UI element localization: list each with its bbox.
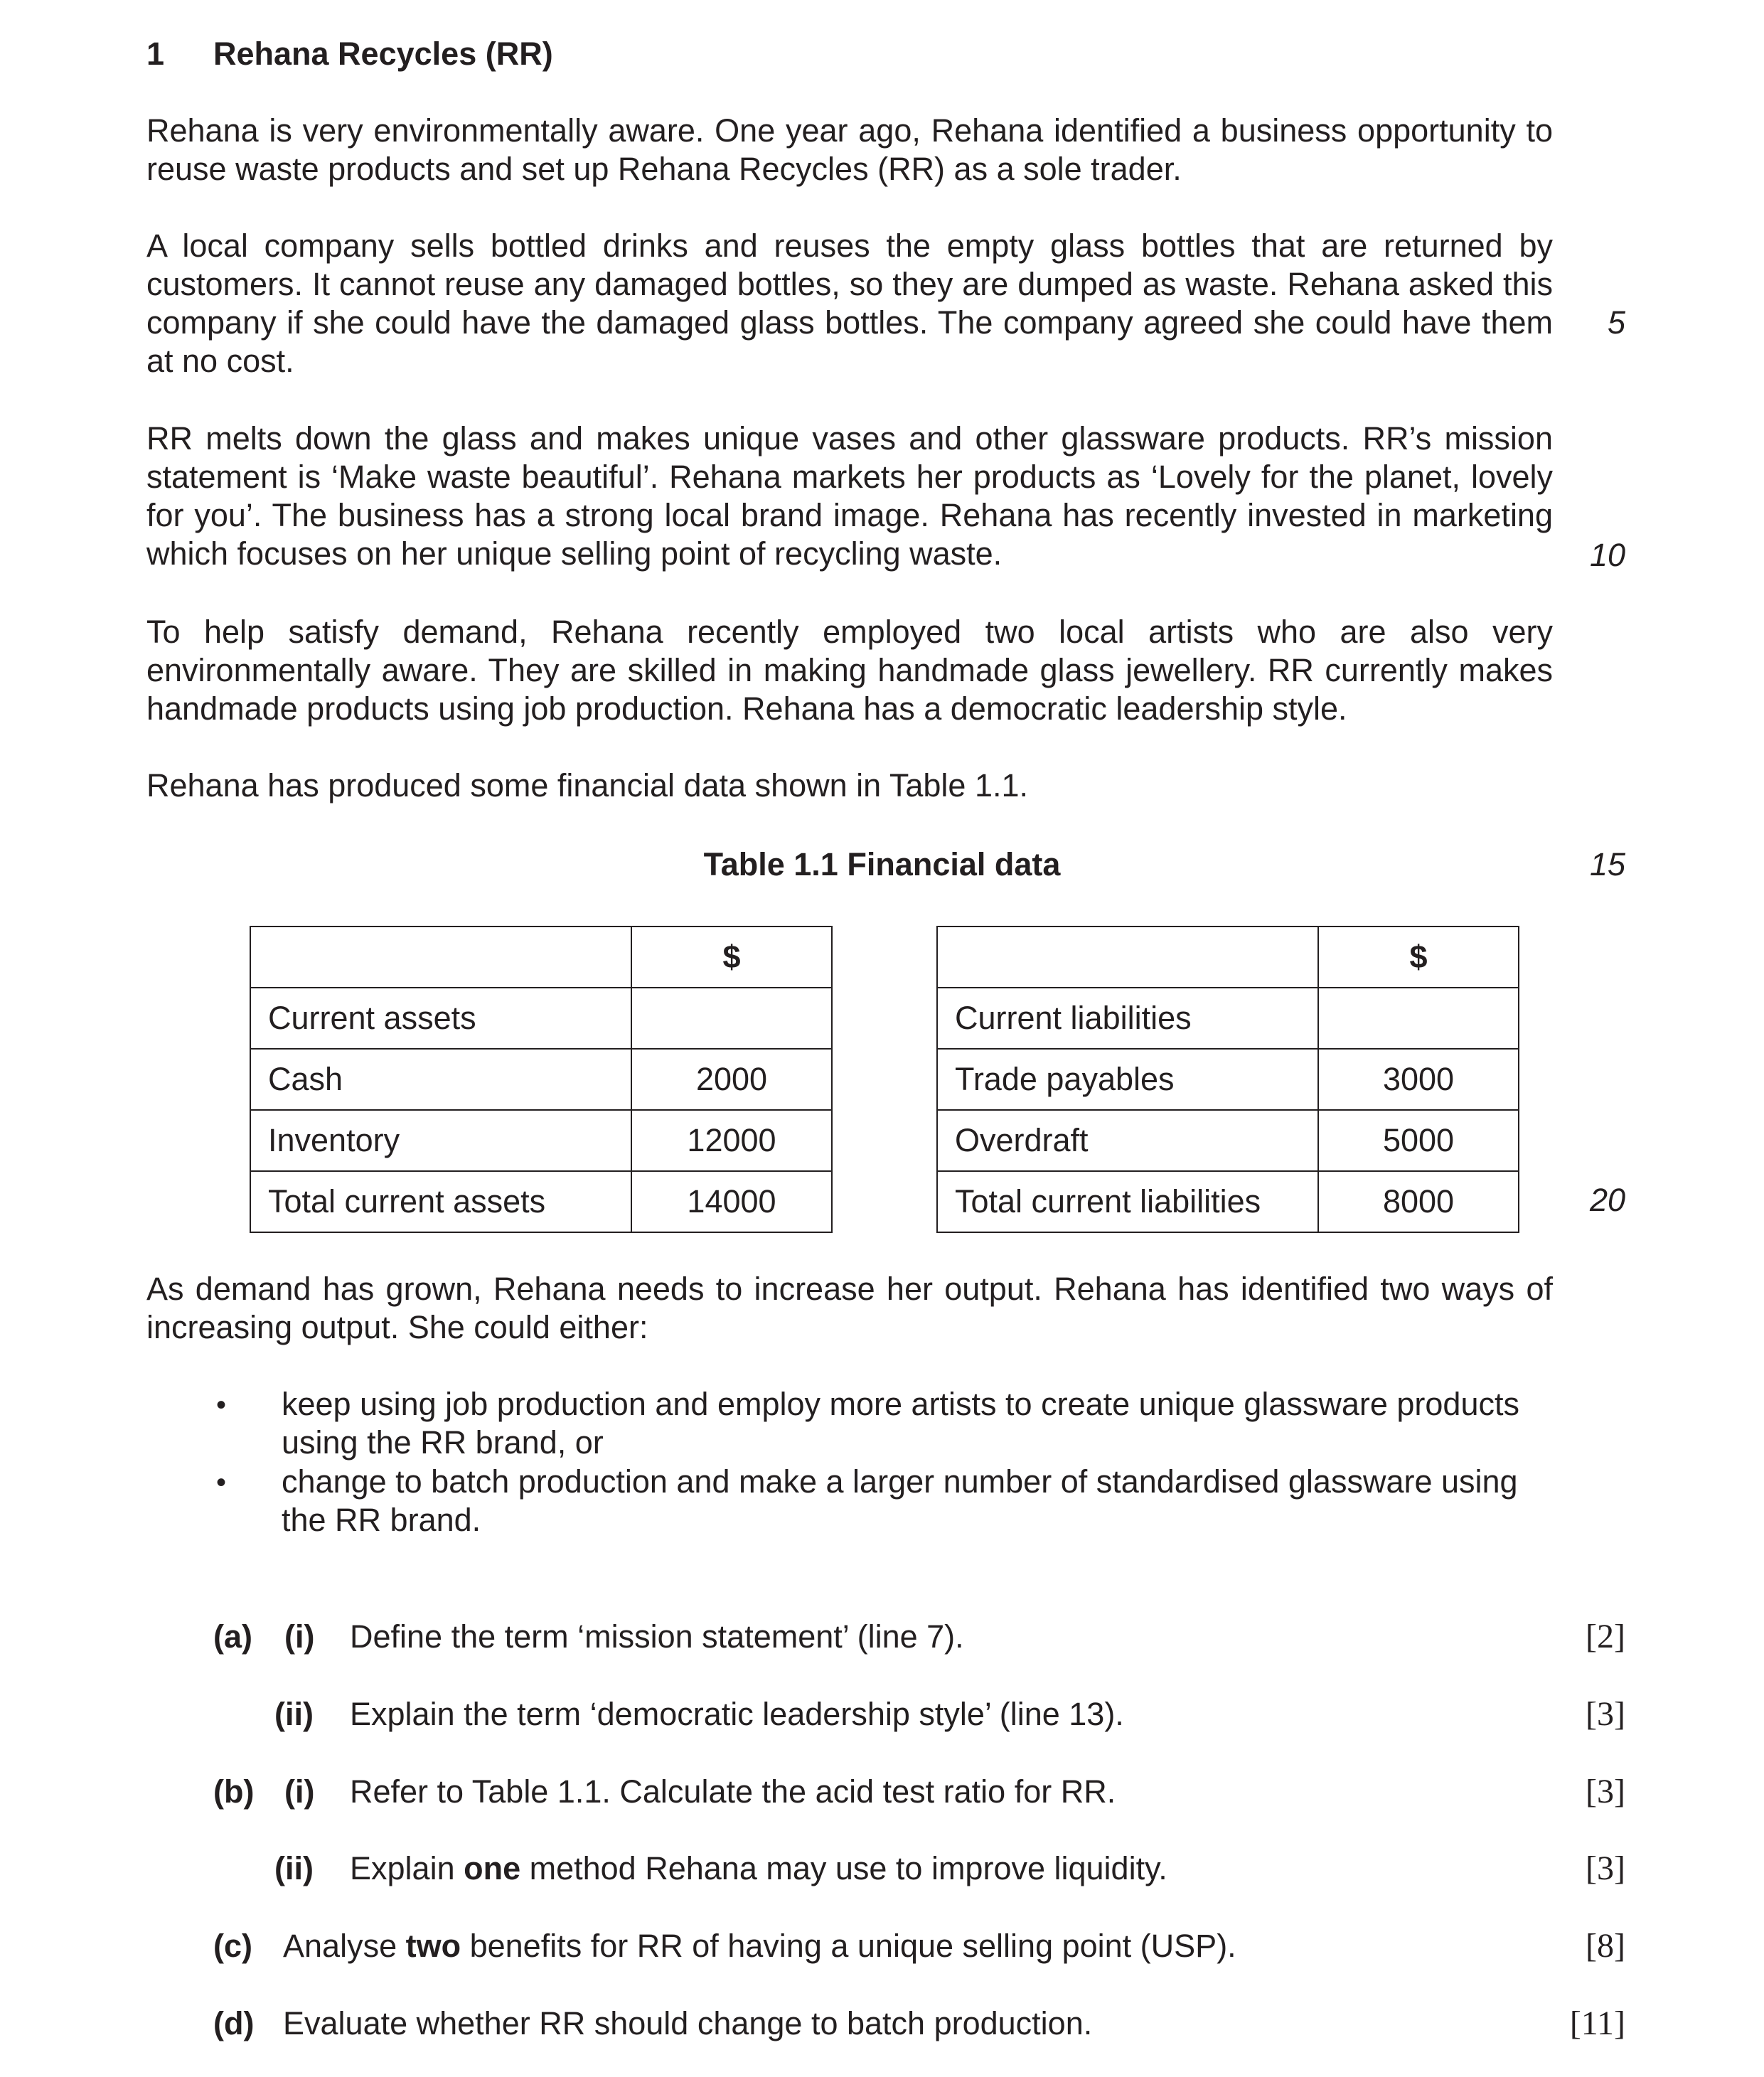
table-row (250, 1049, 832, 1110)
question-part-label: (c) (213, 1928, 252, 1964)
line-number-20: 20 (1589, 1182, 1625, 1218)
marks-label: [3] (1586, 1773, 1625, 1810)
table-cell (250, 927, 631, 988)
table-cell: Current liabilities (937, 988, 1318, 1049)
currency-header: $ (1318, 927, 1519, 988)
question-text: Analyse two benefits for RR of having a unique selling point (USP). (283, 1928, 1236, 1964)
bullet-icon: • (216, 1467, 227, 1498)
table-caption: Table 1.1 Financial data (703, 846, 1061, 882)
table-cell: 12000 (631, 1110, 832, 1171)
table-row (937, 988, 1519, 1049)
table-row (250, 988, 832, 1049)
table-row (937, 1110, 1519, 1171)
question-text: Evaluate whether RR should change to batch production. (283, 2005, 1093, 2041)
marks-label: [11] (1569, 2004, 1625, 2042)
table-cell: Total current liabilities (937, 1171, 1318, 1232)
paragraph-intro: Rehana is very environmentally aware. One year ago, Rehana identified a business opportunity to reuse waste products and set up Rehana Recycles (RR) as a sole trader. (146, 112, 1553, 187)
table-cell: Current assets (250, 988, 631, 1049)
table-cell: 2000 (631, 1049, 832, 1110)
table-row (250, 1171, 832, 1232)
liabilities-table (936, 926, 1519, 1233)
marks-label: [2] (1586, 1618, 1625, 1655)
table-row (937, 1171, 1519, 1232)
marks-label: [3] (1586, 1849, 1625, 1887)
table-cell: Overdraft (937, 1110, 1318, 1171)
paragraph-bottles: A local company sells bottled drinks and reuses the empty glass bottles that are returned by customers. It cannot reuse any damaged bottles, so they are dumped as waste. Rehana asked this company if she could have the damaged glass bottles. The company agreed she could have them at no cost. (146, 228, 1553, 379)
question-text: Explain the term ‘democratic leadership style’ (line 13). (350, 1696, 1124, 1732)
question-number: 1 (146, 36, 165, 72)
table-cell: 5000 (1318, 1110, 1519, 1171)
table-row (250, 927, 832, 988)
page-title: Rehana Recycles (RR) (213, 36, 553, 72)
table-row (937, 1049, 1519, 1110)
question-sub-label: (i) (284, 1618, 315, 1655)
question-part-label: (d) (213, 2005, 255, 2041)
table-row (937, 927, 1519, 988)
table-cell: 14000 (631, 1171, 832, 1232)
paragraph-mission: RR melts down the glass and makes unique vases and other glassware products. RR’s mission statement is ‘Make waste beautiful’. Rehana markets her products as ‘Lovely for the planet, lovely for you’. The business has a strong local brand image. Rehana has recently invested in marketing which focuses on her unique selling point of recycling waste. (146, 420, 1553, 572)
question-sub-label: (i) (284, 1773, 315, 1810)
table-row (250, 1110, 832, 1171)
question-text: Refer to Table 1.1. Calculate the acid test ratio for RR. (350, 1773, 1116, 1810)
question-part-label: (a) (213, 1618, 252, 1655)
marks-label: [8] (1586, 1927, 1625, 1965)
line-number-15: 15 (1589, 846, 1625, 882)
currency-header: $ (631, 927, 832, 988)
question-sub-label: (ii) (274, 1696, 314, 1732)
paragraph-output: As demand has grown, Rehana needs to increase her output. Rehana has identified two ways of increasing output. She could either: (146, 1271, 1553, 1345)
bullet-icon: • (216, 1389, 227, 1421)
table-cell (937, 927, 1318, 988)
list-item: change to batch production and make a larger number of standardised glassware using the RR brand. (282, 1463, 1518, 1538)
table-cell: Total current assets (250, 1171, 631, 1232)
question-text: Define the term ‘mission statement’ (line 7). (350, 1618, 964, 1655)
question-text: Explain one method Rehana may use to improve liquidity. (350, 1850, 1167, 1886)
table-cell: 8000 (1318, 1171, 1519, 1232)
paragraph-financial: Rehana has produced some financial data shown in Table 1.1. (146, 767, 1029, 803)
line-number-10: 10 (1589, 537, 1625, 573)
question-part-label: (b) (213, 1773, 255, 1810)
paragraph-artists: To help satisfy demand, Rehana recently employed two local artists who are also very environmentally aware. They are skilled in making handmade glass jewellery. RR currently makes handmade products using job production. Rehana has a democratic leadership style. (146, 614, 1553, 727)
assets-table (250, 926, 833, 1233)
table-cell (631, 988, 832, 1049)
marks-label: [3] (1586, 1695, 1625, 1733)
line-number-5: 5 (1607, 304, 1625, 341)
table-cell: 3000 (1318, 1049, 1519, 1110)
table-cell: Trade payables (937, 1049, 1318, 1110)
table-cell: Cash (250, 1049, 631, 1110)
question-sub-label: (ii) (274, 1850, 314, 1886)
table-cell: Inventory (250, 1110, 631, 1171)
table-cell (1318, 988, 1519, 1049)
list-item: keep using job production and employ more artists to create unique glassware products using the RR brand, or (282, 1386, 1519, 1461)
